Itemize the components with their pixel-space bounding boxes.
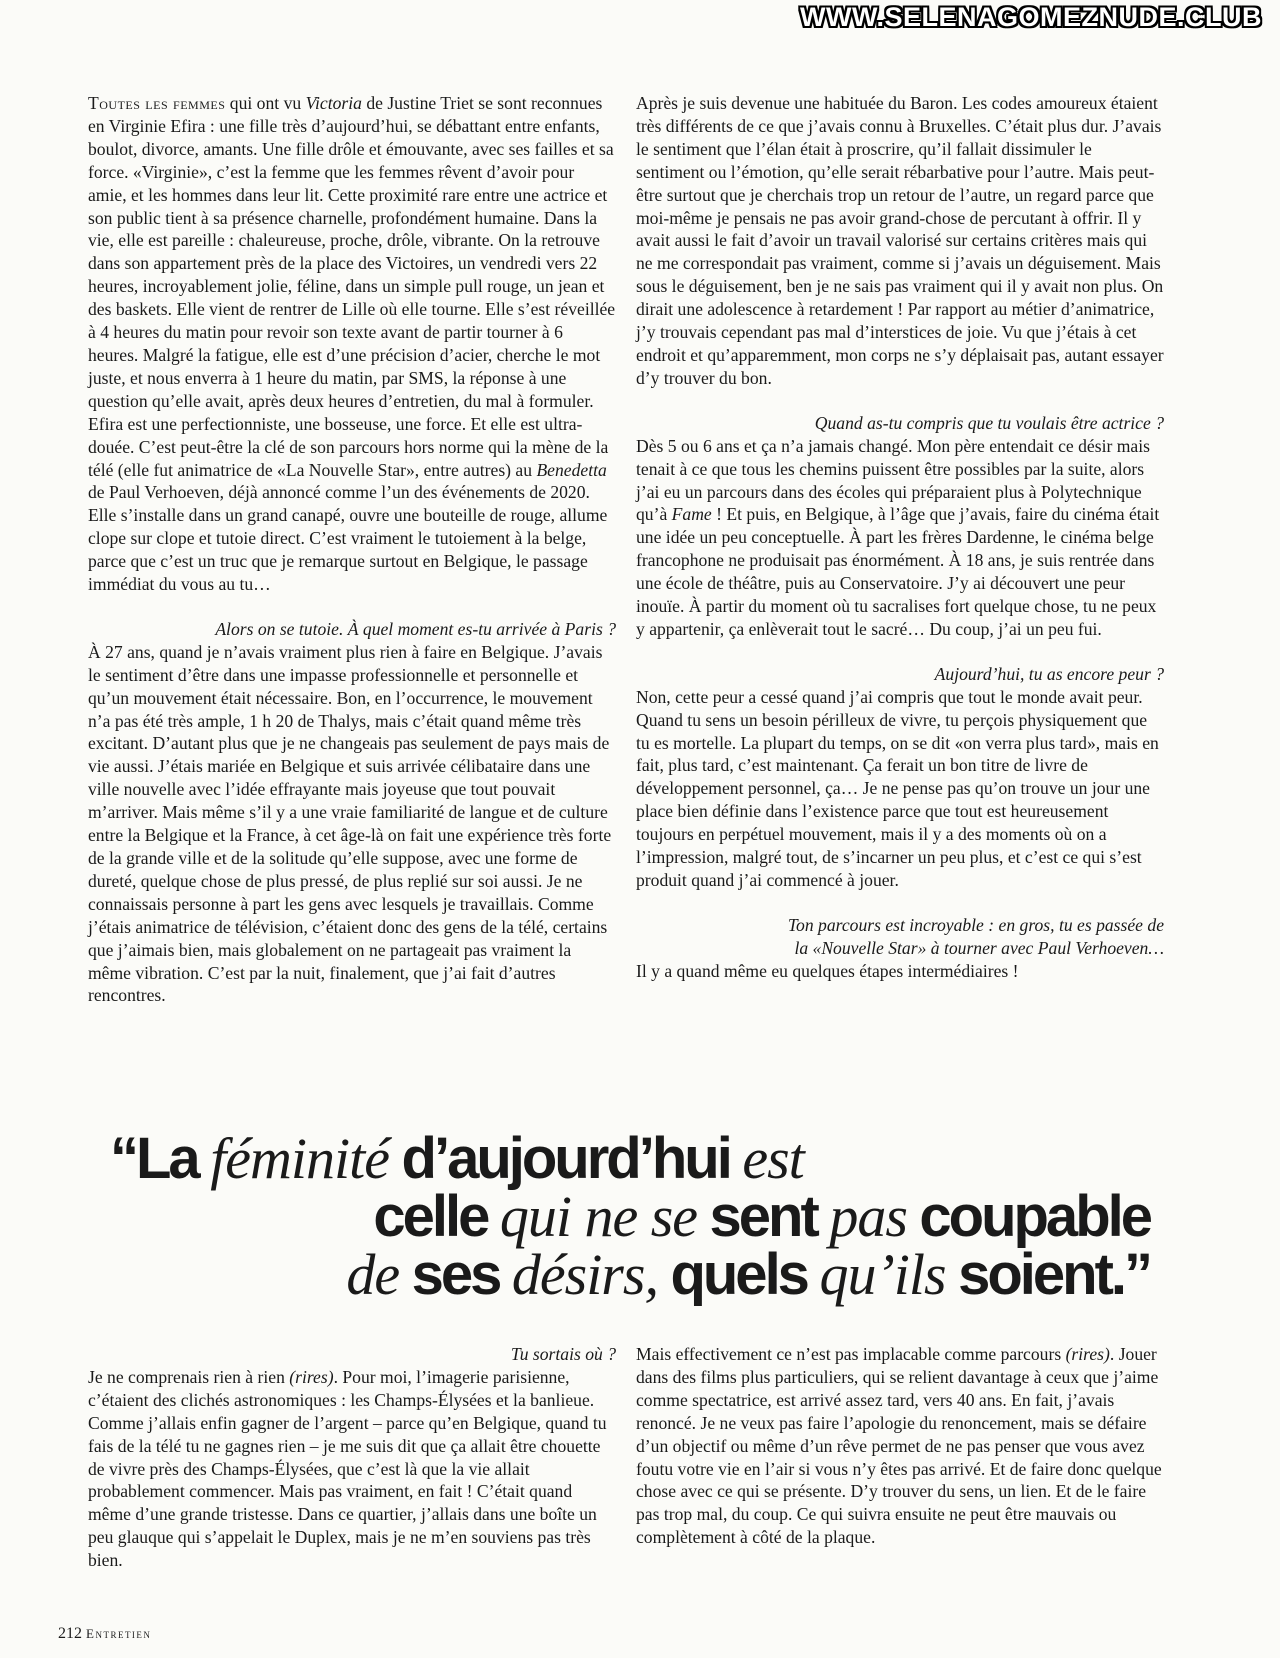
page-folio bbox=[58, 1625, 151, 1643]
article-column-2 bbox=[636, 92, 1164, 983]
film-title: Fame bbox=[671, 504, 712, 525]
interview-question: Alors on se tutoie. À quel moment es-tu arrivée à Paris ? bbox=[215, 618, 616, 639]
interview-question: Quand as-tu compris que tu voulais être actrice ? bbox=[814, 412, 1164, 433]
interview-question: Tu sortais où ? bbox=[510, 1344, 616, 1364]
article-column-3 bbox=[88, 1343, 616, 1572]
article-column-4 bbox=[636, 1343, 1164, 1549]
interview-question: Ton parcours est incroyable : en gros, tu es passée de la «Nouvelle Star» à tourner avec Paul Verhoeven… bbox=[787, 914, 1164, 958]
pull-quote: “La féminité d’aujourd’hui est celle qui ne se sent pas coupable de ses désirs, quels qu’ils soient.” bbox=[110, 1126, 1150, 1307]
lead-in-caps: Toutes les femmes bbox=[88, 93, 226, 113]
interview-question: Aujourd’hui, tu as encore peur ? bbox=[934, 663, 1164, 684]
watermark: WWW.SELENAGOMEZNUDE.CLUB bbox=[800, 2, 1262, 32]
interview-answer: Après je suis devenue une habituée du Baron. Les codes amoureux étaient très différents de ce que j’avais connu à Bruxelles. C’était plus dur. J’avais le sentiment que l’élan était à proscrire, qu’il fallait dissimuler le sentiment ou l’émotion, qu’elle serait rébarbative pour l’autre. Mais peut-être surtout que je cherchais trop un retour de l’autre, un regard parce que moi-même je pensais ne pas avoir grand-chose de percutant à offrir. Il y avait aussi le fait d’avoir un travail valorisé sur certains critères mais qui ne me correspondait pas vraiment, comme si j’avais un déguisement. Mais sous le déguisement, ben je ne sais pas vraiment qui il y avait non plus. On dirait une adolescence à retardement ! Par rapport au métier d’animatrice, j’y trouvais cependant pas mal d’interstices de joie. Vu que j’étais à cet endroit et qu’apparemment, mon corps ne s’y déplaisait pas, autant essayer d’y trouver du bon. bbox=[636, 93, 1164, 388]
film-title: Victoria bbox=[305, 93, 362, 113]
interview-answer: À 27 ans, quand je n’avais vraiment plus rien à faire en Belgique. J’avais le sentiment d’être dans une impasse professionnelle et personnelle et qu’un mouvement était nécessaire. Bon, en l’occurrence, le mouvement n’a pas été très ample, 1 h 20 de Thalys, mais c’était quand même très excitant. D’autant plus que je ne changeais pas seulement de pays mais de vie aussi. J’étais mariée en Belgique et suis arrivée célibataire dans une ville nouvelle avec l’idée effrayante mais joyeuse que tout pouvait m’arriver. Mais même s’il y a une vraie familiarité de langue et de culture entre la Belgique et la France, à cet âge-là on fait une expérience très forte de la grande ville et de la solitude qu’elle suppose, avec une forme de dureté, quelque chose de plus pressé, de plus replié sur soi aussi. Je ne connaissais personne à part les gens avec lesquels je travaillais. Comme j’étais animatrice de télévision, c’étaient donc des gens de la télé, certains que j’aimais bien, mais globalement on ne partageait pas vraiment la même vibration. C’est par la nuit, finalement, que j’ai fait d’autres rencontres. bbox=[88, 641, 612, 1006]
interview-answer: Il y a quand même eu quelques étapes intermédiaires ! bbox=[636, 960, 1019, 981]
film-title: Benedetta bbox=[536, 459, 607, 480]
page-number: 212 bbox=[58, 1625, 82, 1642]
interview-answer: Non, cette peur a cessé quand j’ai compris que tout le monde avait peur. Quand tu sens un besoin périlleux de vivre, tu perçois physiquement que tu es mortelle. La plupart du temps, on se dit «on verra plus tard», mais en fait, plus tard, c’est maintenant. Ça ferait un bon titre de livre de développement personnel, ça… Je ne pense pas qu’on trouve un jour une place bien définie dans l’existence parce que tout est heureusement toujours en perpétuel mouvement, mais il y a des moments où on a l’impression, malgré tout, de s’incarner un peu plus, et c’est ce qui s’est produit quand j’ai commencé à jouer. bbox=[636, 686, 1159, 890]
interview-answer: Je ne comprenais rien à rien (rires). Pour moi, l’imagerie parisienne, c’étaient des clichés astronomiques : les Champs-Élysées et la banlieue. Comme j’allais enfin gagner de l’argent – parce qu’en Belgique, quand tu fais de la télé tu ne gagnes rien – je me suis dit que ça allait être chouette de vivre près des Champs-Élysées, que c’est là que la vie allait probablement commencer. Mais pas vraiment, en fait ! C’était quand même d’une grande tristesse. Dans ce quartier, j’allais dans une boîte un peu glauque qui s’appelait le Duplex, mais je ne m’en souviens pas très bien. bbox=[88, 1366, 607, 1571]
interview-answer: Dès 5 ou 6 ans et ça n’a jamais changé. Mon père entendait ce désir mais tenait à ce que tous les chemins puissent être possibles par la suite, alors j’ai eu un parcours dans des écoles qui préparaient plus à Polytechnique qu’à Fame ! Et puis, en Belgique, à l’âge que j’avais, faire du cinéma était une idée un peu conceptuelle. À part les frères Dardenne, le cinéma belge francophone ne produisait pas énormément. À 18 ans, je suis rentrée dans une école de théâtre, puis au Conservatoire. J’y ai découvert une peur inouïe. À partir du moment où tu sacralises fort quelque chose, tu ne peux y appartenir, ça enlèverait tout le sacré… Du coup, j’ai un peu fui. bbox=[636, 435, 1160, 639]
interview-answer: Mais effectivement ce n’est pas implacable comme parcours (rires). Jouer dans des films plus particuliers, qui se relient davantage à ceux que j’aime comme spectatrice, est arrivé assez tard, vers 40 ans. En fait, j’avais renoncé. Je ne veux pas faire l’apologie du renoncement, mais se défaire d’un objectif ou même d’un rêve permet de ne pas penser que vous avez foutu votre vie en l’air si vous n’y êtes pas arrivé. Et de faire donc quelque chose avec ce qui se présente. D’y trouver du sens, un lien. Et de le faire pas trop mal, du coup. Ce qui suivra ensuite ne peut être mauvais ou complètement à côté de la plaque. bbox=[636, 1344, 1162, 1548]
section-name: Entretien bbox=[86, 1626, 152, 1641]
article-column-1 bbox=[88, 92, 616, 1007]
intro-paragraph: Toutes les femmes qui ont vu Victoria de Justine Triet se sont reconnues en Virginie Efira : une fille très d’aujourd’hui, se débattant entre enfants, boulot, divorce, amants. Une fille drôle et émouvante, avec ses failles et sa force. «Virginie», c’est la femme que les femmes rêvent d’avoir pour amie, et les hommes dans leur lit. Cette proximité rare entre une actrice et son public tient à sa présence charnelle, profondément humaine. Dans la vie, elle est pareille : chaleureuse, proche, drôle, vibrante. On la retrouve dans son appartement près de la place des Victoires, un vendredi vers 22 heures, incroyablement jolie, féline, dans un simple pull rouge, un jean et des baskets. Elle vient de rentrer de Lille où elle tourne. Elle s’est réveillée à 4 heures du matin pour revoir son texte avant de partir tourner à 6 heures. Malgré la fatigue, elle est d’une précision d’acier, cherche le mot juste, et nous enverra à 1 heure du matin, par SMS, la réponse à une question qu’elle avait, après deux heures d’entretien, du mal à formuler. Efira est une perfectionniste, une bosseuse, une force. Et elle est ultra-douée. C’est peut-être la clé de son parcours hors norme qui la mène de la télé (elle fut animatrice de «La Nouvelle Star», entre autres) au Benedetta de Paul Verhoeven, déjà annoncé comme l’un des événements de 2020. Elle s’installe dans un grand canapé, ouvre une bouteille de rouge, allume clope sur clope et tutoie direct. C’est vraiment le tutoiement à la belge, parce que c’est un truc que je remarque surtout en Belgique, le passage immédiat du vous au tu… bbox=[88, 93, 616, 595]
